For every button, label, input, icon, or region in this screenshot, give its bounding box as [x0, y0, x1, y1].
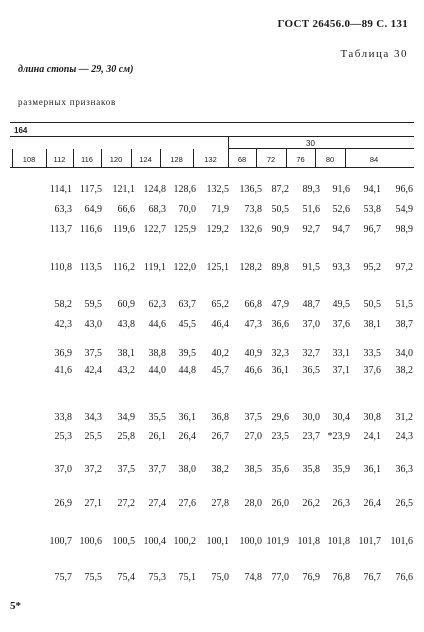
table-cell: 91,5: [302, 262, 320, 273]
column-header: 68: [237, 155, 247, 164]
table-cell: 77,0: [271, 572, 289, 583]
table-cell: 43,0: [84, 319, 102, 330]
table-cell: 98,9: [395, 224, 413, 235]
table-row: [0, 348, 424, 362]
table-cell: 89,8: [271, 262, 289, 273]
table-cell: 25,5: [84, 431, 102, 442]
table-cell: 59,5: [84, 299, 102, 310]
table-cell: 35,8: [302, 464, 320, 475]
table-cell: 50,5: [271, 204, 289, 215]
table-cell: 26,2: [302, 498, 320, 509]
table-cell: 31,2: [395, 412, 413, 423]
table-cell: 42,4: [84, 365, 102, 376]
table-cell: 37,5: [244, 412, 262, 423]
table-cell: 117,5: [79, 184, 102, 195]
table-cell: 125,9: [173, 224, 196, 235]
table-top-rule: [10, 122, 414, 123]
table-cell: 38,1: [117, 348, 135, 359]
table-cell: 38,8: [148, 348, 166, 359]
table-cell: 38,1: [363, 319, 381, 330]
table-cell: 51,5: [395, 299, 413, 310]
group-label: 164: [14, 126, 28, 135]
table-cell: 50,5: [363, 299, 381, 310]
table-cell: 28,0: [244, 498, 262, 509]
table-cell: 124,8: [143, 184, 166, 195]
table-cell: 23,7: [302, 431, 320, 442]
header-bottom-rule: [10, 167, 414, 168]
table-cell: 37,2: [84, 464, 102, 475]
table-cell: 96,7: [363, 224, 381, 235]
table-cell: 45,7: [211, 365, 229, 376]
table-cell: 63,7: [178, 299, 196, 310]
table-row: [0, 184, 424, 198]
table-cell: 33,8: [54, 412, 72, 423]
table-cell: 116,6: [79, 224, 102, 235]
table-cell: 27,4: [148, 498, 166, 509]
group-rule: [10, 136, 414, 137]
table-cell: 93,3: [332, 262, 350, 273]
table-cell: 66,6: [117, 204, 135, 215]
table-row: [0, 498, 424, 512]
table-cell: 42,3: [54, 319, 72, 330]
table-cell: 32,3: [271, 348, 289, 359]
table-cell: 100,7: [49, 536, 72, 547]
table-cell: 75,0: [211, 572, 229, 583]
table-cell: 26,9: [54, 498, 72, 509]
table-cell: 122,0: [173, 262, 196, 273]
table-cell: 92,7: [302, 224, 320, 235]
table-cell: 46,6: [244, 365, 262, 376]
column-header: 120: [109, 155, 123, 164]
table-cell: 75,1: [178, 572, 196, 583]
table-row: [0, 204, 424, 218]
table-cell: 71,9: [211, 204, 229, 215]
table-cell: 94,1: [363, 184, 381, 195]
table-cell: 76,8: [332, 572, 350, 583]
table-row: [0, 365, 424, 379]
table-cell: 119,1: [143, 262, 166, 273]
table-cell: 113,7: [49, 224, 72, 235]
table-cell: 65,2: [211, 299, 229, 310]
table-cell: 100,0: [239, 536, 262, 547]
table-cell: 38,7: [395, 319, 413, 330]
table-cell: 37,1: [332, 365, 350, 376]
column-header: 112: [53, 155, 66, 164]
table-cell: 35,9: [332, 464, 350, 475]
table-cell: 24,1: [363, 431, 381, 442]
table-cell: 100,4: [143, 536, 166, 547]
table-cell: 36,3: [395, 464, 413, 475]
table-cell: 37,0: [54, 464, 72, 475]
table-caption: размерных признаков: [18, 97, 117, 107]
table-cell: 37,5: [117, 464, 135, 475]
table-cell: 101,6: [390, 536, 413, 547]
table-cell: 75,4: [117, 572, 135, 583]
table-cell: 54,9: [395, 204, 413, 215]
table-row: [0, 572, 424, 586]
table-cell: 116,2: [112, 262, 135, 273]
table-cell: 47,3: [244, 319, 262, 330]
column-header: 116: [81, 155, 93, 164]
table-cell: 125,1: [206, 262, 229, 273]
table-cell: 30,4: [332, 412, 350, 423]
table-cell: 100,5: [112, 536, 135, 547]
table-cell: 45,5: [178, 319, 196, 330]
table-cell: 36,5: [302, 365, 320, 376]
table-cell: 63,3: [54, 204, 72, 215]
table-cell: 44,0: [148, 365, 166, 376]
table-cell: 38,5: [244, 464, 262, 475]
table-cell: 68,3: [148, 204, 166, 215]
table-cell: 76,7: [363, 572, 381, 583]
table-cell: 128,6: [173, 184, 196, 195]
table-cell: 51,6: [302, 204, 320, 215]
table-cell: 26,4: [363, 498, 381, 509]
table-cell: 49,5: [332, 299, 350, 310]
table-cell: 44,8: [178, 365, 196, 376]
table-cell: 136,5: [239, 184, 262, 195]
table-row: [0, 299, 424, 313]
table-cell: 26,7: [211, 431, 229, 442]
table-cell: 34,0: [395, 348, 413, 359]
table-cell: 60,9: [117, 299, 135, 310]
table-cell: 36,1: [363, 464, 381, 475]
column-header: 84: [369, 155, 379, 164]
table-cell: 100,2: [173, 536, 196, 547]
table-cell: 26,5: [395, 498, 413, 509]
column-header: 76: [296, 155, 305, 164]
column-divider: [345, 149, 346, 167]
table-cell: 52,6: [332, 204, 350, 215]
table-row: [0, 262, 424, 276]
table-cell: 36,8: [211, 412, 229, 423]
table-cell: 113,5: [79, 262, 102, 273]
table-cell: 100,1: [206, 536, 229, 547]
table-cell: 53,8: [363, 204, 381, 215]
table-cell: 38,0: [178, 464, 196, 475]
table-row: [0, 319, 424, 333]
table-cell: 26,4: [178, 431, 196, 442]
table-cell: 33,5: [363, 348, 381, 359]
table-cell: 94,7: [332, 224, 350, 235]
table-cell: 75,7: [54, 572, 72, 583]
table-cell: 70,0: [178, 204, 196, 215]
table-cell: 30,0: [302, 412, 320, 423]
table-cell: 35,6: [271, 464, 289, 475]
group-divider: [228, 136, 229, 148]
table-cell: 62,3: [148, 299, 166, 310]
table-cell: 119,6: [112, 224, 135, 235]
table-cell: 44,6: [148, 319, 166, 330]
table-cell: 132,5: [206, 184, 229, 195]
table-cell: 27,0: [244, 431, 262, 442]
table-label: Таблица 30: [340, 48, 408, 60]
table-cell: 122,7: [143, 224, 166, 235]
table-row: [0, 412, 424, 426]
table-cell: 73,8: [244, 204, 262, 215]
column-header: 128: [170, 155, 183, 164]
table-cell: 40,2: [211, 348, 229, 359]
table-cell: 27,1: [84, 498, 102, 509]
table-cell: 26,1: [148, 431, 166, 442]
table-cell: 90,9: [271, 224, 289, 235]
table-cell: 96,6: [395, 184, 413, 195]
table-cell: 34,3: [84, 412, 102, 423]
table-cell: 121,1: [112, 184, 135, 195]
table-cell: 36,1: [178, 412, 196, 423]
table-subtitle: длина стопы — 29, 30 см): [18, 64, 134, 75]
table-cell: 29,6: [271, 412, 289, 423]
table-cell: 110,8: [49, 262, 72, 273]
table-cell: 25,3: [54, 431, 72, 442]
table-cell: 37,7: [148, 464, 166, 475]
table-cell: 27,2: [117, 498, 135, 509]
table-cell: 32,7: [302, 348, 320, 359]
table-cell: 26,3: [332, 498, 350, 509]
table-cell: 58,2: [54, 299, 72, 310]
table-cell: 87,2: [271, 184, 289, 195]
table-cell: 23,5: [271, 431, 289, 442]
table-cell: 37,6: [332, 319, 350, 330]
table-row: [0, 464, 424, 478]
table-cell: 36,1: [271, 365, 289, 376]
table-cell: 76,6: [395, 572, 413, 583]
column-header: 108: [22, 155, 36, 164]
table-cell: 43,2: [117, 365, 135, 376]
column-header: 80: [325, 155, 335, 164]
table-cell: 66,8: [244, 299, 262, 310]
table-cell: 95,2: [363, 262, 381, 273]
subgroup-label: 30: [306, 139, 315, 148]
table-cell: 27,6: [178, 498, 196, 509]
table-cell: 101,8: [327, 536, 350, 547]
table-cell: *23,9: [327, 431, 350, 442]
table-cell: 101,7: [358, 536, 381, 547]
table-cell: 91,6: [332, 184, 350, 195]
table-cell: 41,6: [54, 365, 72, 376]
table-cell: 34,9: [117, 412, 135, 423]
column-header: 72: [266, 155, 276, 164]
column-header: 124: [139, 155, 152, 164]
table-cell: 128,2: [239, 262, 262, 273]
table-row: [0, 536, 424, 550]
table-cell: 101,8: [297, 536, 320, 547]
table-cell: 47,9: [271, 299, 289, 310]
table-row: [0, 431, 424, 445]
table-cell: 40,9: [244, 348, 262, 359]
table-cell: 114,1: [49, 184, 72, 195]
table-cell: 37,6: [363, 365, 381, 376]
table-cell: 64,9: [84, 204, 102, 215]
table-cell: 33,1: [332, 348, 350, 359]
table-cell: 75,5: [84, 572, 102, 583]
table-cell: 75,3: [148, 572, 166, 583]
table-cell: 36,6: [271, 319, 289, 330]
table-cell: 24,3: [395, 431, 413, 442]
table-cell: 35,5: [148, 412, 166, 423]
table-cell: 100,6: [79, 536, 102, 547]
table-cell: 101,9: [266, 536, 289, 547]
table-cell: 38,2: [395, 365, 413, 376]
table-cell: 97,2: [395, 262, 413, 273]
table-cell: 37,0: [302, 319, 320, 330]
table-cell: 48,7: [302, 299, 320, 310]
table-cell: 36,9: [54, 348, 72, 359]
table-cell: 129,2: [206, 224, 229, 235]
table-cell: 25,8: [117, 431, 135, 442]
table-cell: 89,3: [302, 184, 320, 195]
table-cell: 30,8: [363, 412, 381, 423]
table-row: [0, 224, 424, 238]
table-cell: 74,8: [244, 572, 262, 583]
table-cell: 39,5: [178, 348, 196, 359]
page-number: 5*: [10, 600, 21, 612]
table-cell: 37,5: [84, 348, 102, 359]
table-cell: 46,4: [211, 319, 229, 330]
standard-header: ГОСТ 26456.0—89 С. 131: [277, 18, 408, 30]
column-divider: [12, 149, 13, 167]
table-cell: 38,2: [211, 464, 229, 475]
column-header: 132: [204, 155, 217, 164]
table-cell: 132,6: [239, 224, 262, 235]
table-cell: 27,8: [211, 498, 229, 509]
table-cell: 26,0: [271, 498, 289, 509]
column-divider: [193, 149, 194, 167]
table-cell: 43,8: [117, 319, 135, 330]
table-cell: 76,9: [302, 572, 320, 583]
